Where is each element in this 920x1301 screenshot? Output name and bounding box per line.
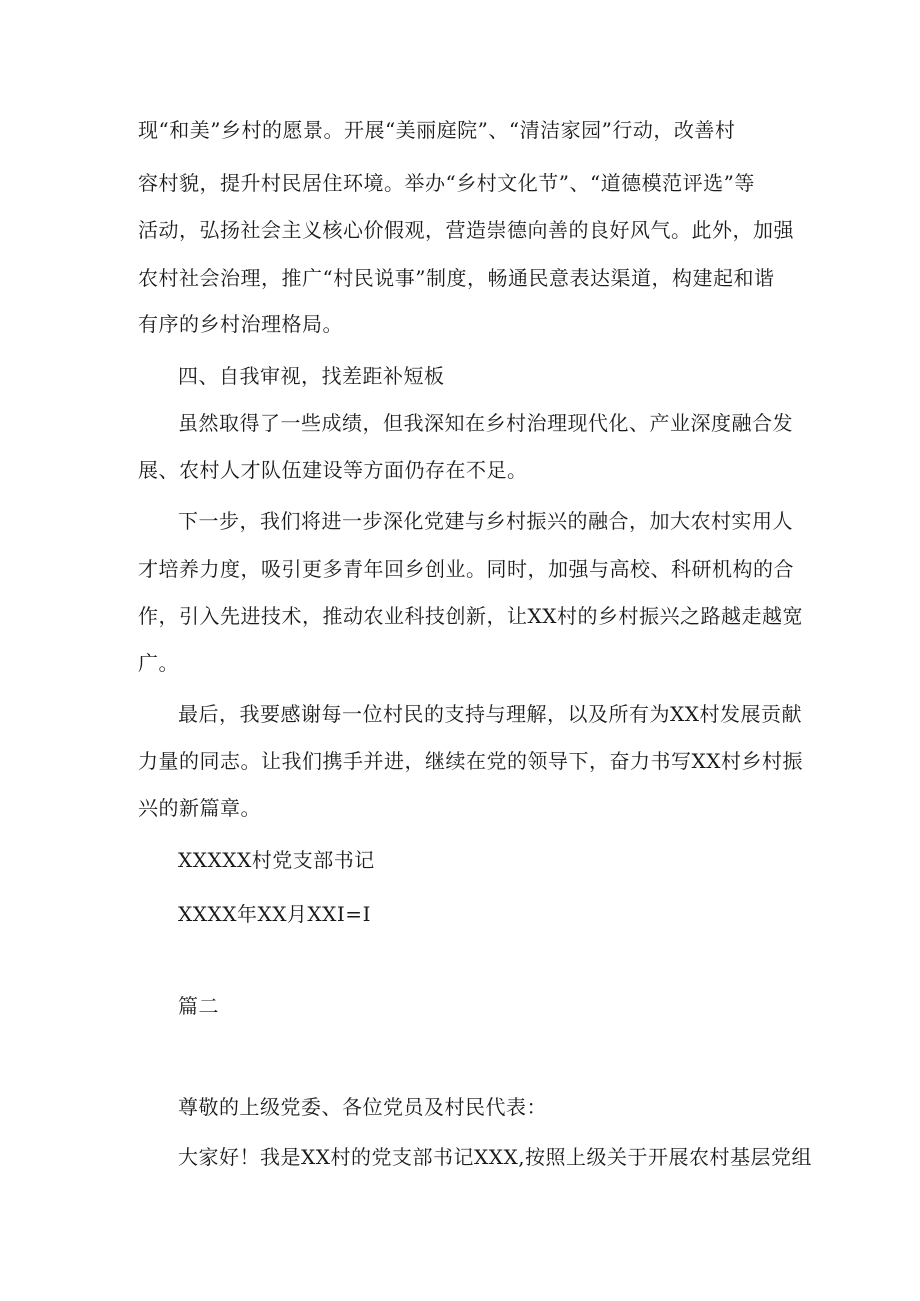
text-line: 有序的乡村治理格局。	[138, 312, 343, 336]
text-line: 农村社会治理，推广“村民说事”制度，畅通民意表达渠道，构建起和谐	[138, 266, 775, 290]
text-line: 虽然取得了一些成绩，但我深知在乡村治理现代化、产业深度融合发	[178, 411, 793, 435]
signature-title: XXXXX村党支部书记	[178, 848, 375, 872]
text-line: 才培养力度，吸引更多青年回乡创业。同时，加强与高校、科研机构的合	[138, 557, 794, 581]
text-line: 力量的同志。让我们携手并进，继续在党的领导下，奋力书写XX村乡村振	[138, 749, 803, 773]
text-line: 广。	[138, 651, 179, 675]
text-line: 现“和美”乡村的愿景。开展“美丽庭院”、“清洁家园”行动，改善村	[138, 118, 736, 142]
text-line: 作，引入先进技术，推动农业科技创新，让XX村的乡村振兴之路越走越宽	[138, 604, 803, 628]
text-line: 大家好！我是XX村的党支部书记XXX,按照上级关于开展农村基层党组	[178, 1145, 813, 1169]
text-line: 下一步，我们将进一步深化党建与乡村振兴的融合，加大农村实用人	[178, 509, 793, 533]
text-line: 最后，我要感谢每一位村民的支持与理解，以及所有为XX村发展贡献	[178, 702, 802, 726]
salutation: 尊敬的上级党委、各位党员及村民代表：	[178, 1095, 547, 1119]
section-heading: 四、自我审视，找差距补短板	[178, 364, 445, 388]
text-line: 展、农村人才队伍建设等方面仍存在不足。	[138, 458, 528, 482]
text-line: 容村貌，提升村民居住环境。举办“乡村文化节”、“道德模范评选”等	[138, 171, 755, 195]
signature-date: XXXX年XX月XXI=I	[178, 902, 371, 926]
text-line: 兴的新篇章。	[138, 796, 261, 820]
section-title: 篇二	[178, 994, 219, 1018]
text-line: 活动，弘扬社会主义核心价假观，营造崇德向善的良好风气。此外，加强	[138, 218, 794, 242]
